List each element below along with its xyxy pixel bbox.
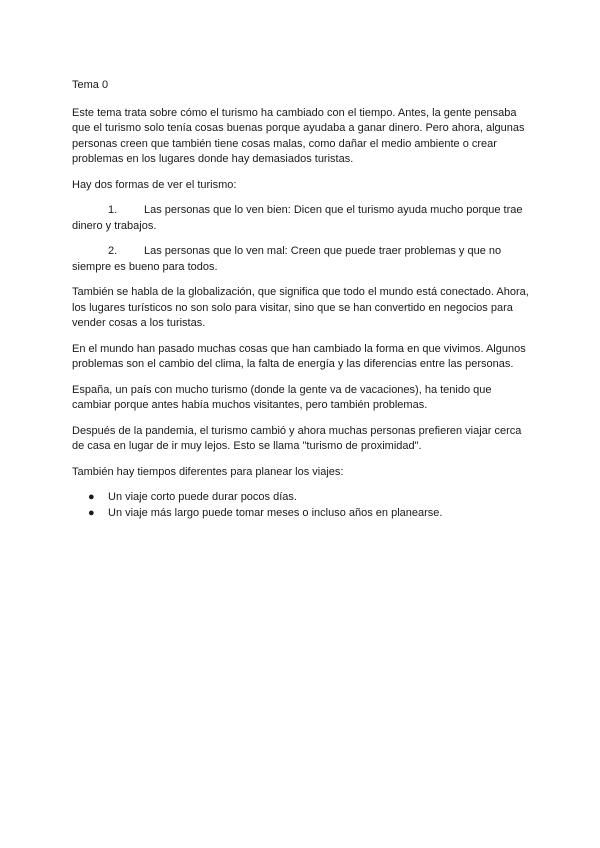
list-item-text: Las personas que lo ven bien: Dicen que el turismo ayuda mucho porque trae	[144, 204, 523, 216]
paragraph-spain: España, un país con mucho turismo (donde la gente va de vacaciones), ha tenido que cambiar porque antes había muchos visitantes, pero también problemas.	[72, 383, 492, 411]
numbered-item	[72, 203, 532, 234]
bullet-icon: ●	[88, 491, 95, 503]
list-item-text: Las personas que lo ven mal: Creen que puede traer problemas y que no	[144, 245, 502, 257]
document-page	[72, 78, 532, 521]
bullet-list	[72, 490, 532, 521]
list-item-text-continued: dinero y trabajos.	[72, 219, 157, 232]
list-item	[72, 506, 532, 522]
list-item-text-continued: siempre es bueno para todos.	[72, 260, 218, 273]
paragraph-planning: También hay tiempos diferentes para planear los viajes:	[72, 465, 344, 478]
paragraph-globalization: También se habla de la globalización, que significa que todo el mundo está conectado. Ahora, los lugares turísticos no son solo para visitar, sino que se han convertido en negocios para vender cosas a los turistas.	[72, 286, 529, 329]
bullet-icon: ●	[88, 506, 95, 519]
paragraph-intro: Este tema trata sobre cómo el turismo ha cambiado con el tiempo. Antes, la gente pensaba que el turismo solo tenía cosas buenas porque ayudaba a ganar dinero. Pero ahora, algunas personas creen que también tiene cosas malas, como dañar el medio ambiente o crear problemas en los lugares donde hay demasiados turistas.	[72, 106, 525, 165]
bullet-text: Un viaje corto puede durar pocos días.	[108, 491, 297, 503]
numbered-item	[72, 244, 532, 275]
list-item	[72, 490, 532, 506]
paragraph-two-views: Hay dos formas de ver el turismo:	[72, 178, 237, 191]
document-title: Tema 0	[72, 79, 109, 91]
bullet-text: Un viaje más largo puede tomar meses o incluso años en planearse.	[108, 506, 443, 519]
list-number: 2.	[108, 245, 118, 257]
paragraph-world-changes: En el mundo han pasado muchas cosas que han cambiado la forma en que vivimos. Algunos problemas son el cambio del clima, la falta de energía y las diferencias entre las personas.	[72, 342, 526, 370]
paragraph-pandemic: Después de la pandemia, el turismo cambió y ahora muchas personas prefieren viajar cerca de casa en lugar de ir muy lejos. Esto se llama "turismo de proximidad".	[72, 424, 522, 452]
list-number: 1.	[108, 204, 118, 216]
